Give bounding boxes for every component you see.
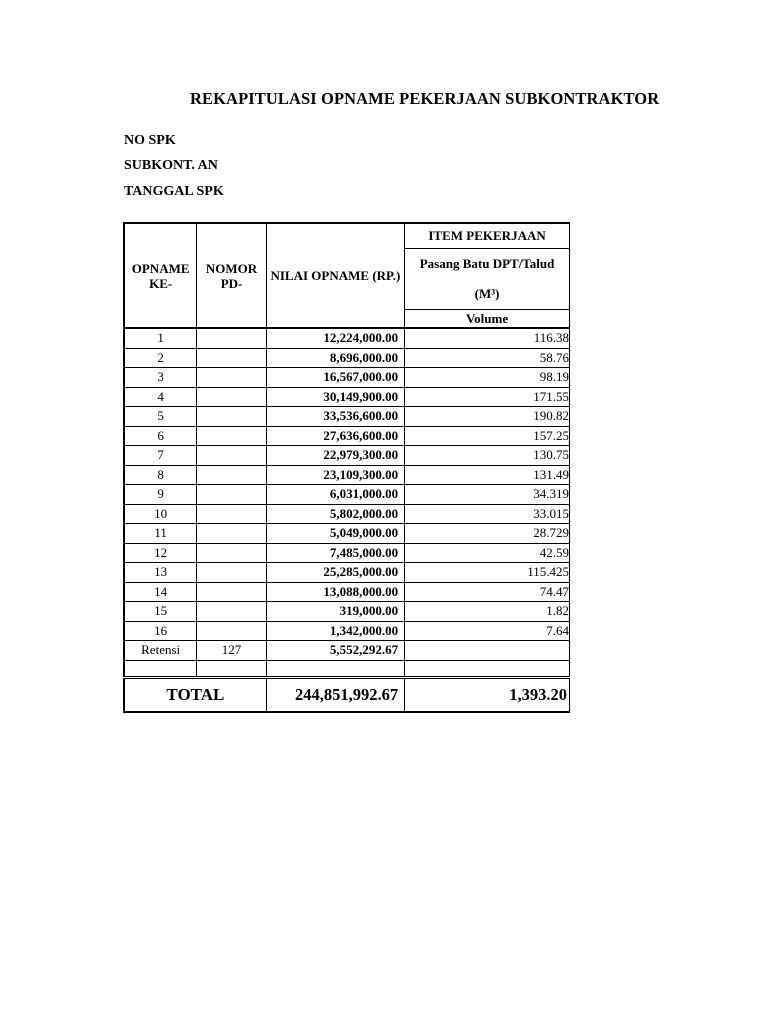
- header-unit: (M³): [474, 286, 500, 301]
- table-body: [124, 223, 570, 712]
- header-opname-ke: OPNAME KE-: [124, 223, 197, 328]
- volume-cell: 98.19: [405, 368, 570, 388]
- nomor-pd-cell: [197, 524, 266, 544]
- table-row: [124, 407, 570, 427]
- tanggal-spk-label: TANGGAL SPK: [124, 184, 224, 199]
- opname-ke-cell: 16: [124, 621, 197, 641]
- nilai-opname-cell: 13,088,000.00: [266, 582, 404, 602]
- nilai-opname-cell: 7,485,000.00: [266, 543, 404, 563]
- header-nomor-pd: NOMOR PD-: [197, 223, 266, 328]
- header-pasang-batu: [405, 249, 570, 310]
- total-volume: 1,393.20: [405, 677, 570, 712]
- table-row: [124, 328, 570, 348]
- header-row-top: [124, 223, 570, 249]
- nomor-pd-cell: [197, 426, 266, 446]
- blank-cell: [124, 660, 197, 677]
- opname-ke-cell: 11: [124, 524, 197, 544]
- table-row: [124, 524, 570, 544]
- nilai-opname-cell: 5,552,292.67: [266, 641, 404, 661]
- opname-ke-cell: 8: [124, 465, 197, 485]
- opname-ke-cell: 15: [124, 602, 197, 622]
- opname-ke-cell: 1: [124, 328, 197, 348]
- opname-ke-cell: 9: [124, 485, 197, 505]
- subkont-label: SUBKONT. AN: [124, 158, 218, 173]
- nilai-opname-cell: 8,696,000.00: [266, 348, 404, 368]
- table-row: [124, 387, 570, 407]
- nomor-pd-cell: [197, 504, 266, 524]
- nomor-pd-cell: [197, 485, 266, 505]
- opname-ke-cell: Retensi: [124, 641, 197, 661]
- volume-cell: 171.55: [405, 387, 570, 407]
- opname-ke-cell: 5: [124, 407, 197, 427]
- nilai-opname-cell: 33,536,600.00: [266, 407, 404, 427]
- table-row: [124, 446, 570, 466]
- volume-cell: 34.319: [405, 485, 570, 505]
- nilai-opname-cell: 319,000.00: [266, 602, 404, 622]
- total-nilai: 244,851,992.67: [266, 677, 404, 712]
- volume-cell: 33.015: [405, 504, 570, 524]
- volume-cell: 115.425: [405, 563, 570, 583]
- nilai-opname-cell: 22,979,300.00: [266, 446, 404, 466]
- nomor-pd-cell: [197, 348, 266, 368]
- nomor-pd-cell: [197, 563, 266, 583]
- opname-recap-table: [123, 222, 570, 713]
- nomor-pd-cell: [197, 582, 266, 602]
- nomor-pd-cell: 127: [197, 641, 266, 661]
- table-row: [124, 465, 570, 485]
- nomor-pd-cell: [197, 465, 266, 485]
- header-item-pekerjaan: ITEM PEKERJAAN: [405, 223, 570, 249]
- nomor-pd-cell: [197, 621, 266, 641]
- page-title: REKAPITULASI OPNAME PEKERJAAN SUBKONTRAKTOR: [190, 89, 660, 108]
- opname-ke-cell: 6: [124, 426, 197, 446]
- nilai-opname-cell: 16,567,000.00: [266, 368, 404, 388]
- volume-cell: 74.47: [405, 582, 570, 602]
- nilai-opname-cell: 5,802,000.00: [266, 504, 404, 524]
- table-row: [124, 582, 570, 602]
- opname-ke-cell: 13: [124, 563, 197, 583]
- nomor-pd-cell: [197, 328, 266, 348]
- opname-ke-cell: 10: [124, 504, 197, 524]
- table-row: [124, 485, 570, 505]
- volume-cell: 190.82: [405, 407, 570, 427]
- volume-cell: 116.38: [405, 328, 570, 348]
- blank-cell: [197, 660, 266, 677]
- nilai-opname-cell: 25,285,000.00: [266, 563, 404, 583]
- nomor-pd-cell: [197, 446, 266, 466]
- table-row: [124, 563, 570, 583]
- nilai-opname-cell: 5,049,000.00: [266, 524, 404, 544]
- blank-cell: [405, 660, 570, 677]
- volume-cell: 130.75: [405, 446, 570, 466]
- opname-ke-cell: 2: [124, 348, 197, 368]
- nilai-opname-cell: 6,031,000.00: [266, 485, 404, 505]
- nomor-pd-cell: [197, 368, 266, 388]
- nilai-opname-cell: 12,224,000.00: [266, 328, 404, 348]
- nomor-pd-cell: [197, 543, 266, 563]
- volume-cell: 157.25: [405, 426, 570, 446]
- total-row: [124, 677, 570, 712]
- opname-ke-cell: 12: [124, 543, 197, 563]
- table-row: [124, 641, 570, 661]
- table-row: [124, 621, 570, 641]
- nilai-opname-cell: 27,636,600.00: [266, 426, 404, 446]
- nomor-pd-cell: [197, 602, 266, 622]
- opname-ke-cell: 4: [124, 387, 197, 407]
- volume-cell: 58.76: [405, 348, 570, 368]
- nilai-opname-cell: 1,342,000.00: [266, 621, 404, 641]
- nomor-pd-cell: [197, 387, 266, 407]
- nilai-opname-cell: 23,109,300.00: [266, 465, 404, 485]
- total-label: TOTAL: [124, 677, 266, 712]
- table-row: [124, 602, 570, 622]
- volume-cell: 131.49: [405, 465, 570, 485]
- nomor-pd-cell: [197, 407, 266, 427]
- nilai-opname-cell: 30,149,900.00: [266, 387, 404, 407]
- volume-cell: 42.59: [405, 543, 570, 563]
- volume-cell: 7.64: [405, 621, 570, 641]
- table-row: [124, 426, 570, 446]
- table-row: [124, 368, 570, 388]
- header-volume: Volume: [405, 310, 570, 329]
- opname-ke-cell: 14: [124, 582, 197, 602]
- header-pasang-batu-label: Pasang Batu DPT/Talud: [419, 256, 555, 271]
- opname-ke-cell: 7: [124, 446, 197, 466]
- table-row: [124, 504, 570, 524]
- header-nilai-opname: NILAI OPNAME (RP.): [266, 223, 404, 328]
- table-row: [124, 348, 570, 368]
- opname-ke-cell: 3: [124, 368, 197, 388]
- volume-cell: 28.729: [405, 524, 570, 544]
- no-spk-label: NO SPK: [124, 133, 176, 148]
- volume-cell: 1.82: [405, 602, 570, 622]
- blank-cell: [266, 660, 404, 677]
- table-row: [124, 543, 570, 563]
- volume-cell: [405, 641, 570, 661]
- blank-row: [124, 660, 570, 677]
